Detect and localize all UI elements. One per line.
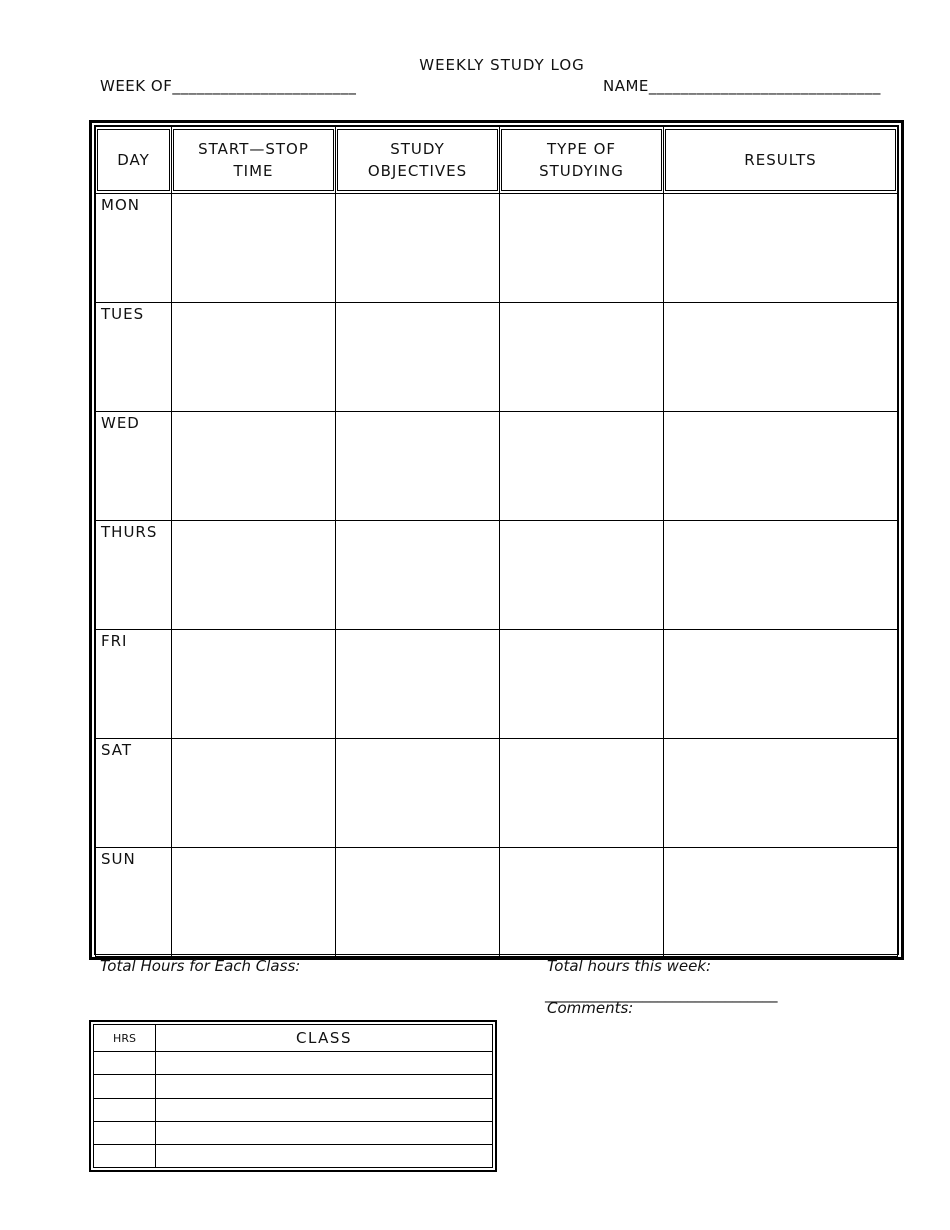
class-row bbox=[94, 1052, 493, 1075]
day-label: THURS bbox=[101, 523, 158, 541]
class-row bbox=[94, 1098, 493, 1121]
start-stop-cell[interactable] bbox=[172, 739, 336, 848]
objectives-cell[interactable] bbox=[336, 739, 500, 848]
class-cell[interactable] bbox=[156, 1144, 493, 1167]
day-row-sat bbox=[96, 739, 898, 848]
col-header-day: DAY bbox=[97, 129, 170, 191]
type-cell[interactable] bbox=[500, 848, 664, 957]
day-row-fri bbox=[96, 630, 898, 739]
results-cell[interactable] bbox=[664, 848, 898, 957]
day-row-tues bbox=[96, 303, 898, 412]
start-stop-cell[interactable] bbox=[172, 303, 336, 412]
hrs-cell[interactable] bbox=[94, 1075, 156, 1098]
class-hours-table bbox=[89, 1020, 497, 1172]
start-stop-cell[interactable] bbox=[172, 412, 336, 521]
type-cell[interactable] bbox=[500, 739, 664, 848]
week-of-field[interactable]: WEEK OF_______________________ bbox=[100, 77, 357, 95]
col-header-start-stop: START—STOP TIME bbox=[173, 129, 334, 191]
total-hours-week-field[interactable]: _______________________________ bbox=[545, 985, 778, 1003]
results-cell[interactable] bbox=[664, 194, 898, 303]
results-cell[interactable] bbox=[664, 521, 898, 630]
class-cell[interactable] bbox=[156, 1052, 493, 1075]
day-label: TUES bbox=[101, 305, 145, 323]
day-label: WED bbox=[101, 414, 140, 432]
class-row bbox=[94, 1121, 493, 1144]
type-cell[interactable] bbox=[500, 412, 664, 521]
class-header: CLASS bbox=[156, 1025, 493, 1052]
class-cell[interactable] bbox=[156, 1075, 493, 1098]
objectives-cell[interactable] bbox=[336, 194, 500, 303]
col-header-type: TYPE OF STUDYING bbox=[501, 129, 662, 191]
objectives-cell[interactable] bbox=[336, 521, 500, 630]
col-header-objectives: STUDY OBJECTIVES bbox=[337, 129, 498, 191]
results-cell[interactable] bbox=[664, 630, 898, 739]
comments-label: Comments: bbox=[547, 999, 634, 1017]
start-stop-cell[interactable] bbox=[172, 848, 336, 957]
day-row-sun bbox=[96, 848, 898, 957]
class-cell[interactable] bbox=[156, 1121, 493, 1144]
day-label: SAT bbox=[101, 741, 133, 759]
study-log-table bbox=[89, 120, 904, 960]
day-row-mon bbox=[96, 194, 898, 303]
hrs-cell[interactable] bbox=[94, 1144, 156, 1167]
class-row bbox=[94, 1144, 493, 1167]
total-hours-each-class-label: Total Hours for Each Class: bbox=[100, 957, 301, 975]
class-header-row bbox=[94, 1025, 493, 1052]
col-header-results: RESULTS bbox=[665, 129, 896, 191]
start-stop-cell[interactable] bbox=[172, 630, 336, 739]
objectives-cell[interactable] bbox=[336, 630, 500, 739]
hrs-header: HRS bbox=[94, 1025, 156, 1052]
objectives-cell[interactable] bbox=[336, 412, 500, 521]
type-cell[interactable] bbox=[500, 303, 664, 412]
log-header-row bbox=[96, 127, 898, 194]
start-stop-cell[interactable] bbox=[172, 194, 336, 303]
class-cell[interactable] bbox=[156, 1098, 493, 1121]
hrs-cell[interactable] bbox=[94, 1121, 156, 1144]
day-row-wed bbox=[96, 412, 898, 521]
type-cell[interactable] bbox=[500, 521, 664, 630]
name-field[interactable]: NAME_____________________________ bbox=[603, 77, 881, 95]
type-cell[interactable] bbox=[500, 630, 664, 739]
day-label: MON bbox=[101, 196, 140, 214]
results-cell[interactable] bbox=[664, 303, 898, 412]
day-row-thurs bbox=[96, 521, 898, 630]
page-title: WEEKLY STUDY LOG bbox=[419, 56, 585, 74]
start-stop-cell[interactable] bbox=[172, 521, 336, 630]
day-label: SUN bbox=[101, 850, 136, 868]
type-cell[interactable] bbox=[500, 194, 664, 303]
results-cell[interactable] bbox=[664, 739, 898, 848]
hrs-cell[interactable] bbox=[94, 1052, 156, 1075]
hrs-cell[interactable] bbox=[94, 1098, 156, 1121]
total-hours-week-label: Total hours this week: bbox=[547, 957, 712, 975]
class-row bbox=[94, 1075, 493, 1098]
objectives-cell[interactable] bbox=[336, 848, 500, 957]
day-label: FRI bbox=[101, 632, 128, 650]
objectives-cell[interactable] bbox=[336, 303, 500, 412]
results-cell[interactable] bbox=[664, 412, 898, 521]
